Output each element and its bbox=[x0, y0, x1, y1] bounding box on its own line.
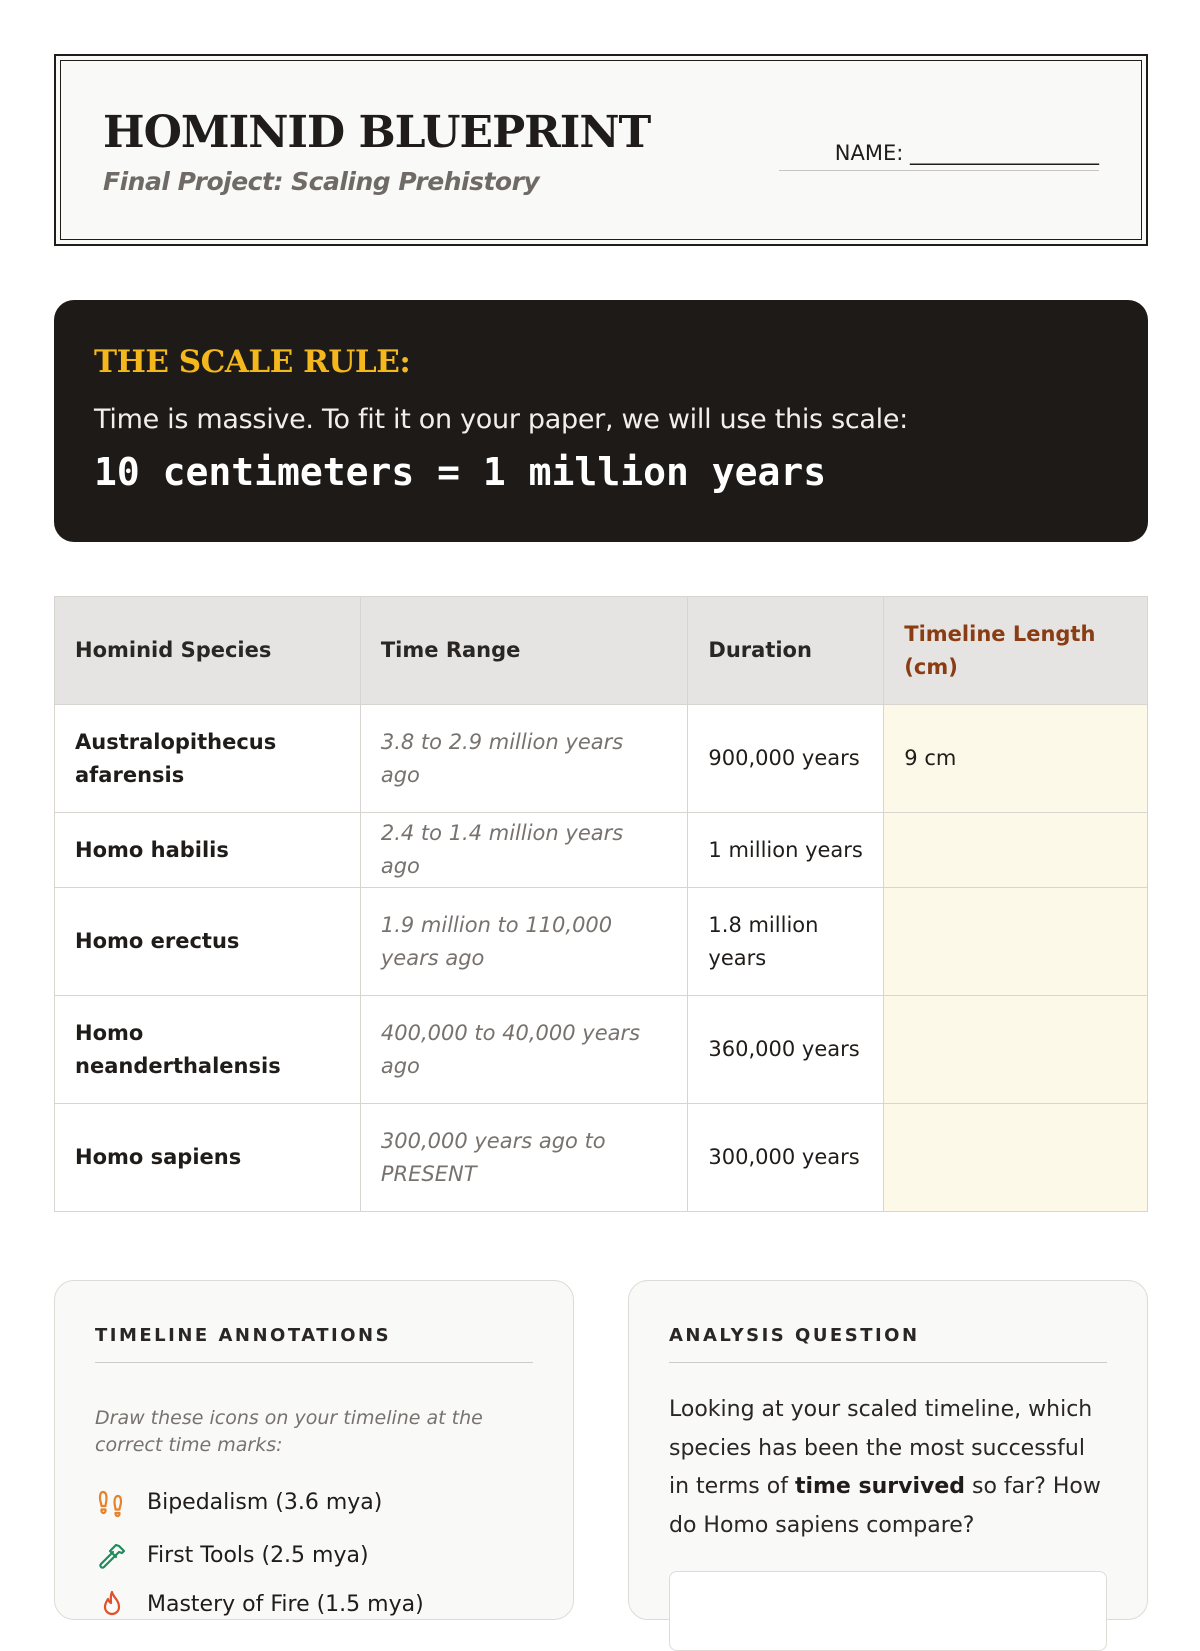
hammer-icon bbox=[95, 1538, 129, 1572]
table-row bbox=[55, 813, 1148, 888]
scale-rule-text: Time is massive. To fit it on your paper, we will use this scale: bbox=[94, 404, 908, 435]
species-name: Homo habilis bbox=[55, 813, 361, 888]
annotation-item-fire bbox=[95, 1587, 424, 1621]
time-range: 300,000 years ago to PRESENT bbox=[360, 1104, 688, 1212]
table-header-row bbox=[55, 597, 1148, 705]
table-row bbox=[55, 996, 1148, 1104]
duration: 300,000 years bbox=[688, 1104, 884, 1212]
annotation-label: Bipedalism (3.6 mya) bbox=[147, 1489, 383, 1515]
timeline-length-cell[interactable] bbox=[884, 996, 1148, 1104]
flame-icon bbox=[95, 1587, 129, 1621]
timeline-length-cell[interactable] bbox=[884, 888, 1148, 996]
duration: 1.8 million years bbox=[688, 888, 884, 996]
question-part: Looking at your scaled timeline, which species has been the most successful in terms of bbox=[669, 1397, 1093, 1499]
species-name: Homo sapiens bbox=[55, 1104, 361, 1212]
analysis-question-card bbox=[628, 1280, 1148, 1620]
annotation-item-bipedalism bbox=[95, 1485, 382, 1519]
species-name: Homo neanderthalensis bbox=[55, 996, 361, 1104]
table-row bbox=[55, 705, 1148, 813]
time-range: 2.4 to 1.4 million years ago bbox=[360, 813, 688, 888]
time-range: 3.8 to 2.9 million years ago bbox=[360, 705, 688, 813]
duration: 1 million years bbox=[688, 813, 884, 888]
annotation-label: Mastery of Fire (1.5 mya) bbox=[147, 1591, 424, 1617]
duration: 360,000 years bbox=[688, 996, 884, 1104]
table-row bbox=[55, 888, 1148, 996]
annotations-instruction: Draw these icons on your timeline at the correct time marks: bbox=[95, 1407, 483, 1456]
header-box bbox=[54, 54, 1148, 246]
scale-rule-heading: THE SCALE RULE: bbox=[94, 344, 411, 380]
scale-rule-box bbox=[54, 300, 1148, 542]
annotation-label: First Tools (2.5 mya) bbox=[147, 1542, 369, 1568]
header-duration: Duration bbox=[688, 597, 884, 705]
timeline-length-cell[interactable]: 9 cm bbox=[884, 705, 1148, 813]
scale-rule-formula: 10 centimeters = 1 million years bbox=[94, 450, 827, 494]
header-inner-border bbox=[60, 60, 1142, 240]
duration: 900,000 years bbox=[688, 705, 884, 813]
time-range: 1.9 million to 110,000 years ago bbox=[360, 888, 688, 996]
name-field[interactable]: NAME: __________________ bbox=[779, 141, 1099, 171]
question-part: so far? How do Homo sapiens compare? bbox=[669, 1474, 1101, 1538]
table-row bbox=[55, 1104, 1148, 1212]
time-range: 400,000 to 40,000 years ago bbox=[360, 996, 688, 1104]
answer-box[interactable] bbox=[669, 1571, 1107, 1651]
timeline-annotations-card bbox=[54, 1280, 574, 1620]
annotations-title: TIMELINE ANNOTATIONS bbox=[95, 1325, 533, 1363]
header-timeline-length: Timeline Length (cm) bbox=[884, 597, 1148, 705]
annotation-item-first-tools bbox=[95, 1538, 369, 1572]
species-table bbox=[54, 596, 1148, 1212]
timeline-length-cell[interactable] bbox=[884, 813, 1148, 888]
header-species: Hominid Species bbox=[55, 597, 361, 705]
analysis-question-text bbox=[669, 1391, 1107, 1545]
page-subtitle: Final Project: Scaling Prehistory bbox=[103, 167, 540, 196]
species-name: Homo erectus bbox=[55, 888, 361, 996]
header-time-range: Time Range bbox=[360, 597, 688, 705]
footprints-icon bbox=[95, 1485, 129, 1519]
species-name: Australopithecus afarensis bbox=[55, 705, 361, 813]
page-title: HOMINID BLUEPRINT bbox=[103, 107, 651, 158]
timeline-length-cell[interactable] bbox=[884, 1104, 1148, 1212]
question-emphasis: time survived bbox=[794, 1474, 966, 1499]
analysis-title: ANALYSIS QUESTION bbox=[669, 1325, 1107, 1363]
